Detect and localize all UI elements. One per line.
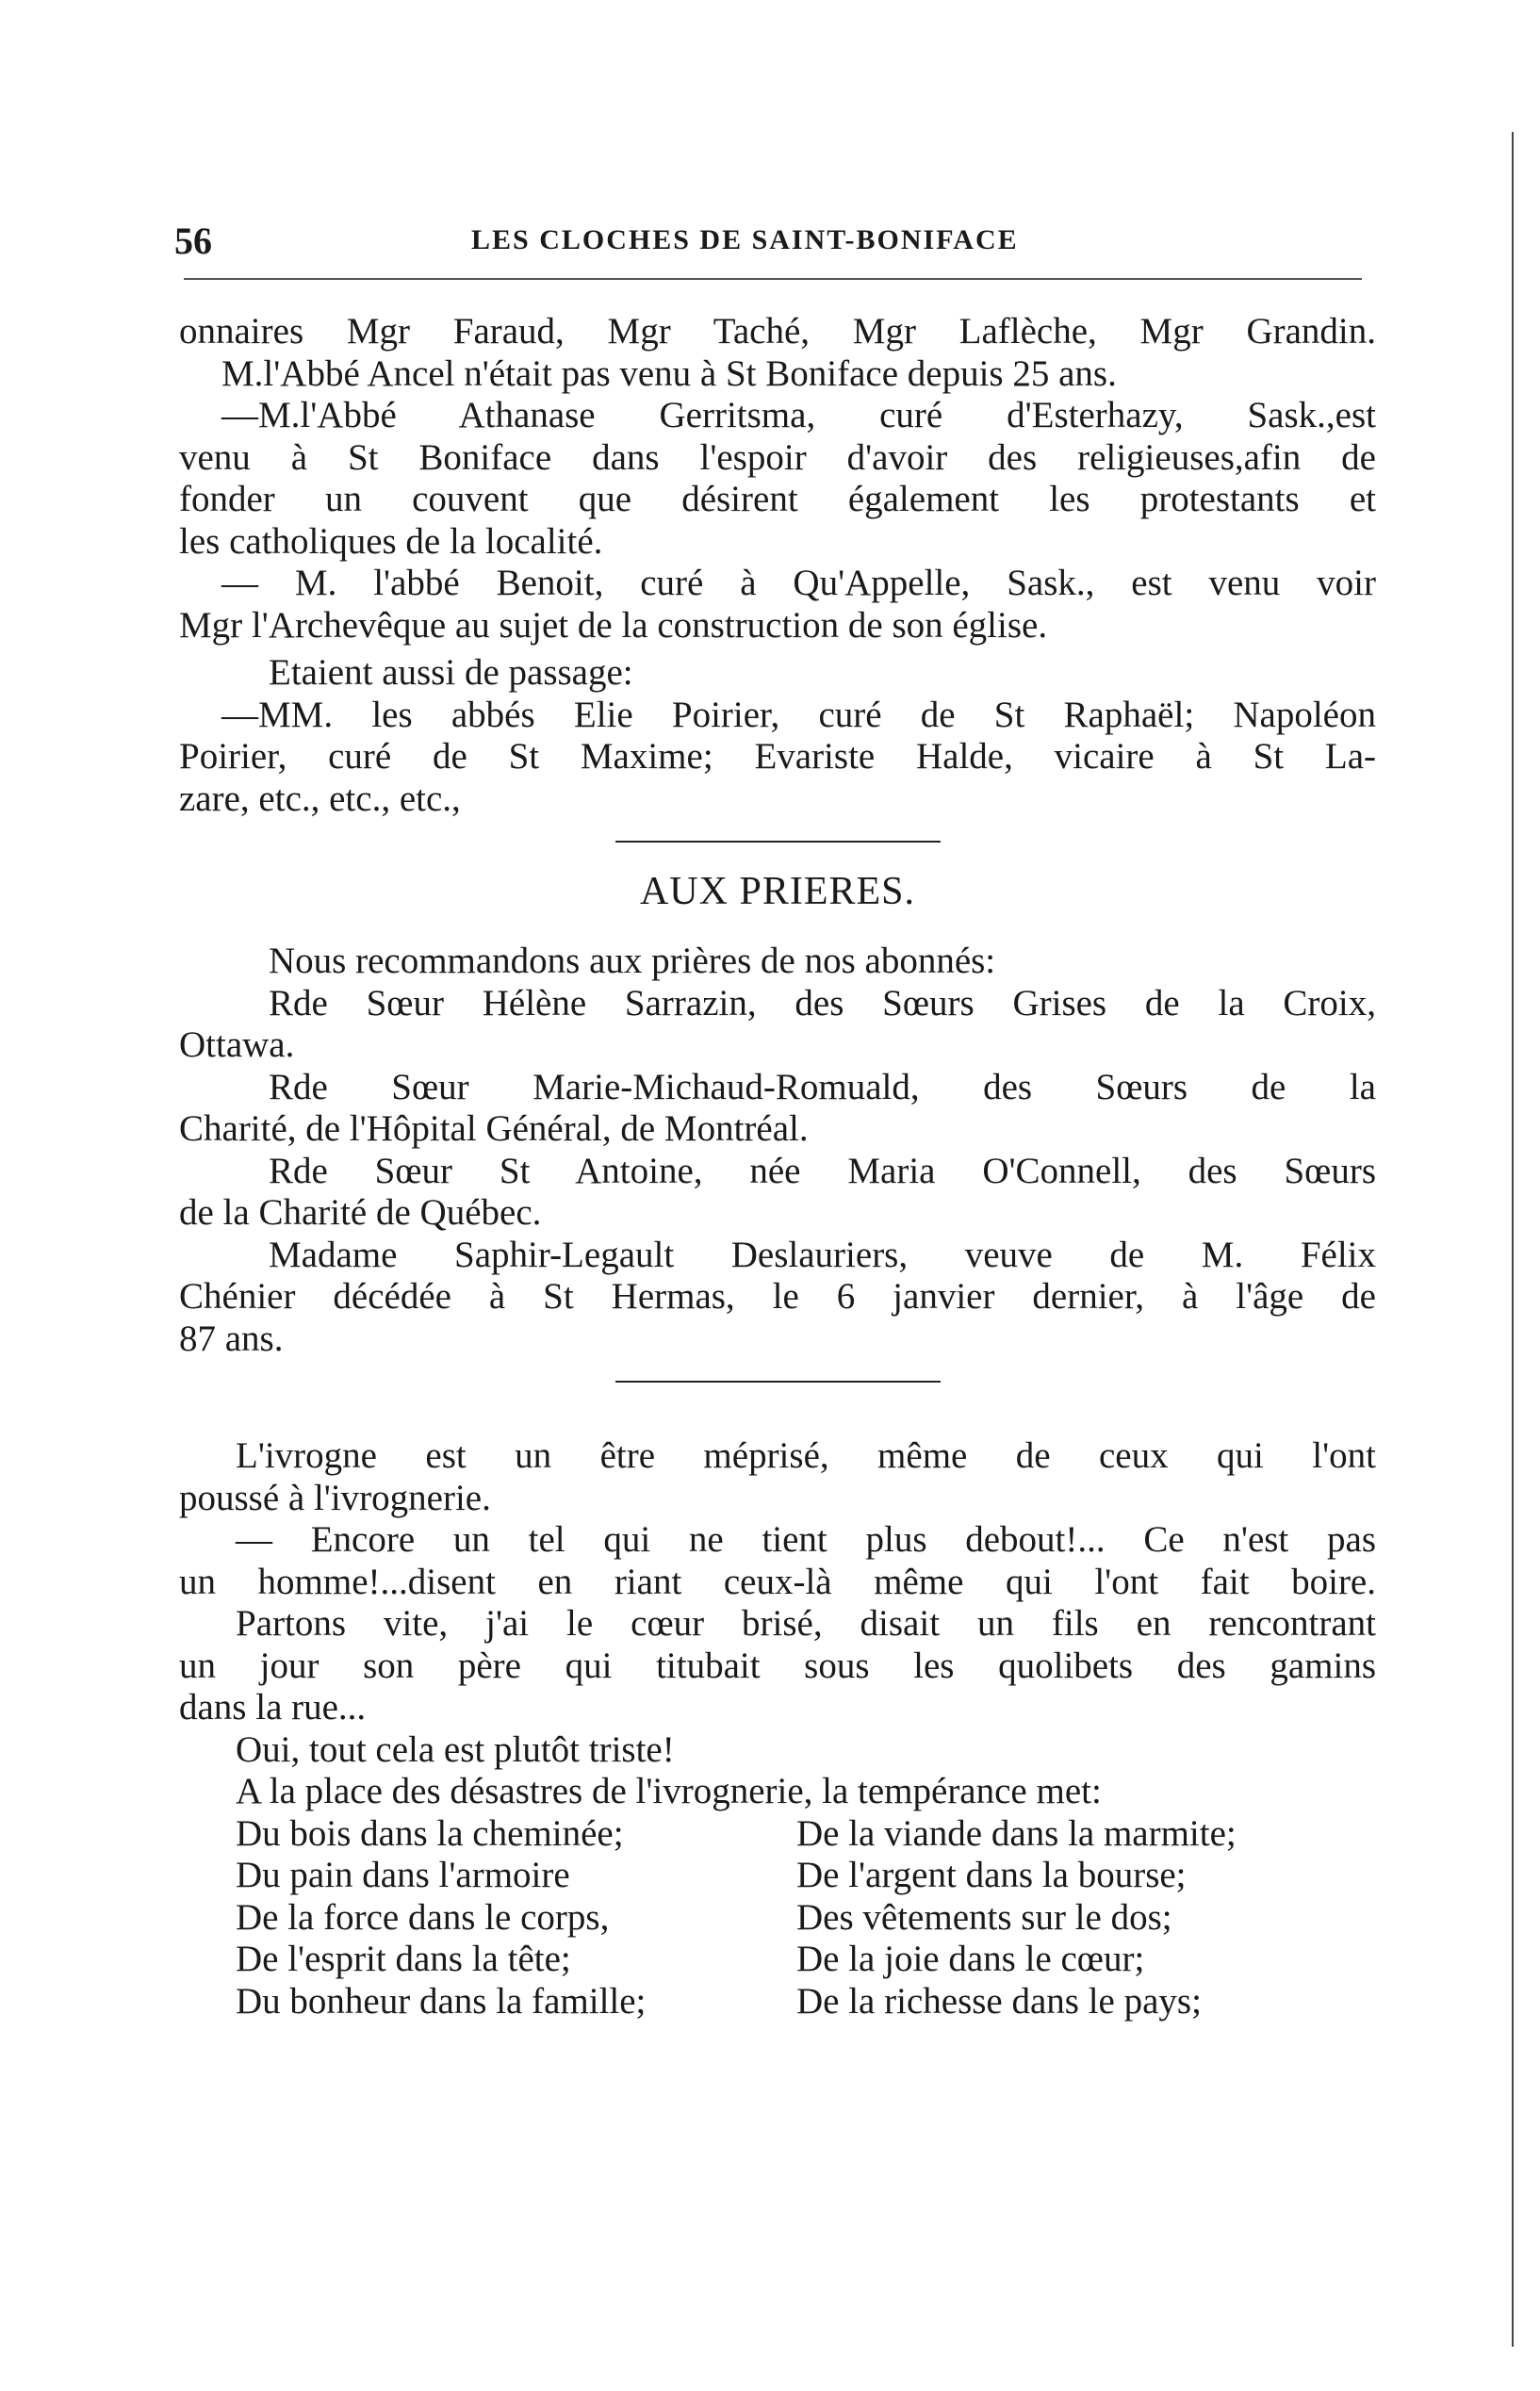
verse-list	[179, 1813, 1376, 2023]
text-line: A la place des désastres de l'ivrognerie, la tempérance met:	[236, 1771, 1102, 1811]
text-line: Mgr l'Archevêque au sujet de la construction de son église.	[179, 604, 1048, 646]
text-line: venu à St Boniface dans l'espoir d'avoir des religieuses,afin de	[179, 436, 1376, 478]
verse-left: De la force dans le corps,	[236, 1896, 610, 1938]
text-line: onnaires Mgr Faraud, Mgr Taché, Mgr Laflèche, Mgr Grandin.	[179, 311, 1376, 352]
text-line: dans la rue...	[179, 1687, 367, 1728]
text-line: de la Charité de Québec.	[179, 1192, 542, 1233]
text-line: Poirier, curé de St Maxime; Evariste Halde, vicaire à St La-	[179, 736, 1376, 777]
text-line: Charité, de l'Hôpital Général, de Montréal.	[179, 1108, 809, 1149]
page-number: 56	[174, 220, 212, 262]
verse-left: Du pain dans l'armoire	[236, 1855, 570, 1895]
verse-left: Du bois dans la cheminée;	[236, 1812, 624, 1854]
text-line: Nous recommandons aux prières de nos abonnés:	[269, 941, 996, 981]
text-line: —M.l'Abbé Athanase Gerritsma, curé d'Esterhazy, Sask.,est	[221, 395, 1376, 435]
text-line: — M. l'abbé Benoit, curé à Qu'Appelle, Sask., est venu voir	[221, 563, 1376, 603]
page-header	[174, 219, 1362, 266]
verse-row	[236, 1981, 1376, 2023]
text-line: un homme!...disent en riant ceux-là même qui l'ont fait boire.	[179, 1561, 1376, 1602]
text-line: poussé à l'ivrognerie.	[179, 1477, 491, 1518]
header-rule	[184, 278, 1362, 280]
verse-row	[236, 1897, 1376, 1940]
running-title: LES CLOCHES DE SAINT-BONIFACE	[471, 224, 1019, 255]
text-line: un jour son père qui titubait sous les quolibets des gamins	[179, 1645, 1376, 1686]
verse-right: De l'argent dans la bourse;	[796, 1855, 1187, 1895]
text-line: Oui, tout cela est plutôt triste!	[236, 1728, 675, 1770]
section-divider	[615, 841, 941, 843]
text-line: Rde Sœur St Antoine, née Maria O'Connell, des Sœurs	[269, 1150, 1376, 1191]
section-divider	[615, 1381, 941, 1383]
text-line: Partons vite, j'ai le cœur brisé, disait un fils en rencontrant	[236, 1603, 1376, 1644]
body-text	[179, 311, 1376, 2023]
text-line: Madame Saphir-Legault Deslauriers, veuve de M. Félix	[269, 1234, 1376, 1275]
text-line: zare, etc., etc., etc.,	[179, 778, 461, 819]
section-heading: AUX PRIERES.	[639, 870, 916, 913]
page-edge-line	[1512, 132, 1514, 2347]
text-line: L'ivrogne est un être méprisé, même de ceux qui l'ont	[236, 1435, 1376, 1476]
text-line: fonder un couvent que désirent également les protestants et	[179, 479, 1376, 519]
text-line: Rde Sœur Hélène Sarrazin, des Sœurs Grises de la Croix,	[269, 982, 1376, 1024]
verse-right: De la viande dans la marmite;	[796, 1812, 1237, 1854]
text-line: Chénier décédée à St Hermas, le 6 janvier dernier, à l'âge de	[179, 1276, 1376, 1317]
verse-right: De la richesse dans le pays;	[796, 1980, 1202, 2022]
verse-row	[236, 1939, 1376, 1981]
text-line: Etaient aussi de passage:	[269, 652, 633, 693]
verse-right: De la joie dans le cœur;	[796, 1939, 1145, 1979]
text-line: les catholiques de la localité.	[179, 520, 603, 562]
text-line: — Encore un tel qui ne tient plus debout!... Ce n'est pas	[236, 1519, 1376, 1560]
verse-row	[236, 1855, 1376, 1897]
verse-left: De l'esprit dans la tête;	[236, 1939, 571, 1979]
text-line: —MM. les abbés Elie Poirier, curé de St Raphaël; Napoléon	[221, 694, 1376, 735]
text-line: Rde Sœur Marie-Michaud-Romuald, des Sœurs de la	[269, 1066, 1376, 1107]
verse-right: Des vêtements sur le dos;	[796, 1896, 1172, 1938]
text-line: Ottawa.	[179, 1024, 295, 1065]
verse-left: Du bonheur dans la famille;	[236, 1980, 647, 2022]
text-line: 87 ans.	[179, 1318, 284, 1359]
text-line: M.l'Abbé Ancel n'était pas venu à St Boniface depuis 25 ans.	[221, 352, 1117, 394]
verse-row	[236, 1813, 1376, 1856]
